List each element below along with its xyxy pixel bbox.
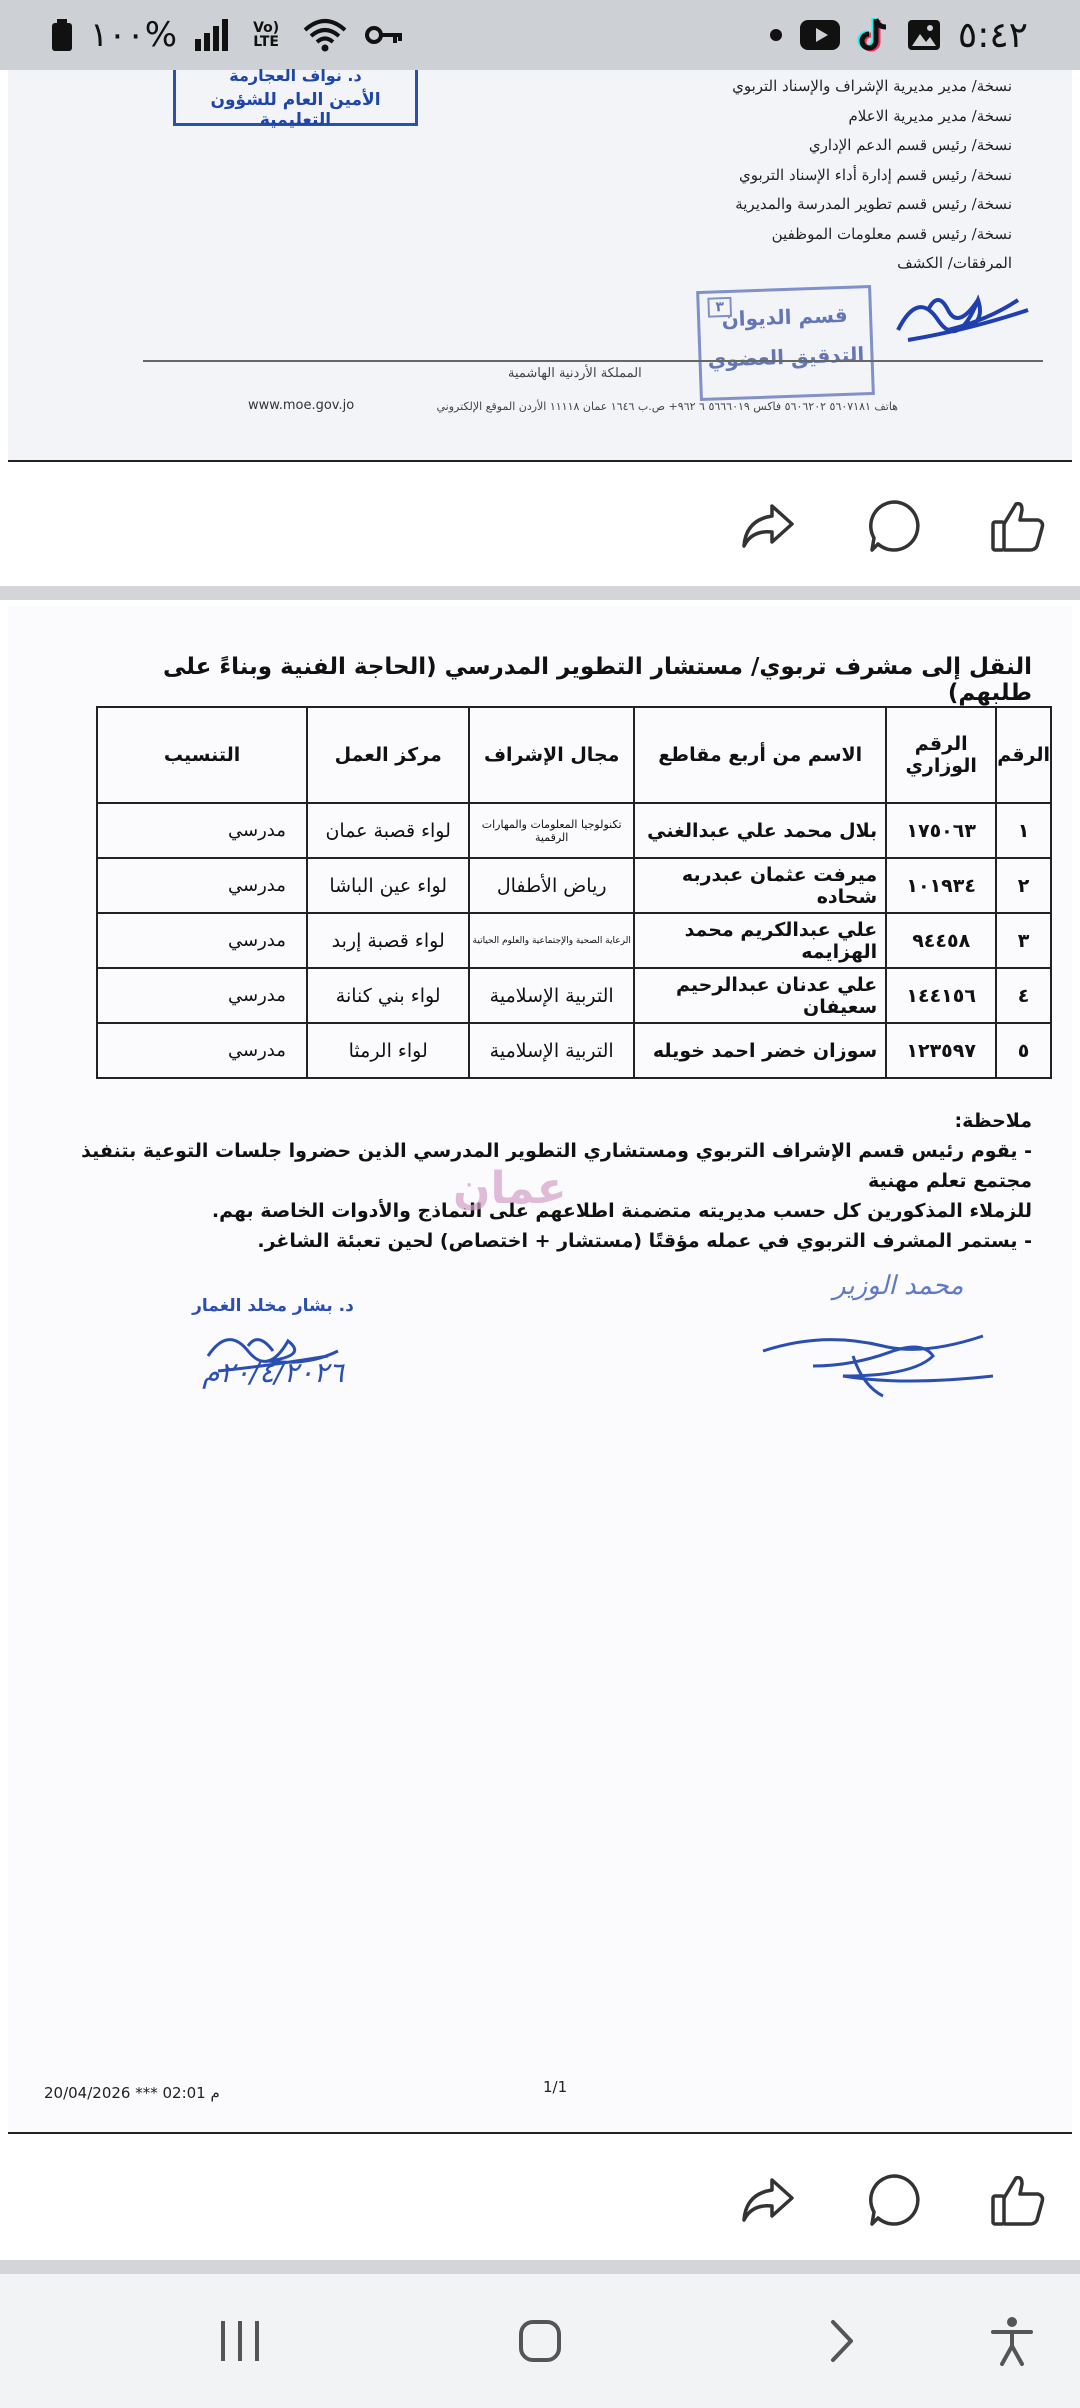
note-line: للزملاء المذكورين كل حسب مديريته متضمنة اطلاعهم على النماذج والأدوات الخاصة بهم. xyxy=(211,1200,1032,1222)
table-cell: تكنولوجيا المعلومات والمهارات الرقمية xyxy=(469,803,634,858)
table-cell: ٢ xyxy=(996,858,1051,913)
col-header: الرقم الوزاري xyxy=(886,707,996,803)
share-icon xyxy=(740,502,796,550)
accessibility-icon xyxy=(990,2316,1034,2366)
table-cell: ١٧٥٠٦٣ xyxy=(886,803,996,858)
volte-icon: Vo) LTE xyxy=(253,20,280,50)
col-header: الاسم من أربع مقاطع xyxy=(634,707,886,803)
home-button[interactable] xyxy=(510,2311,570,2371)
col-header: الرقم xyxy=(996,707,1051,803)
share-icon xyxy=(740,2176,796,2224)
signal-icon xyxy=(195,19,229,51)
table-cell: التربية الإسلامية xyxy=(469,968,634,1023)
table-cell: التربية الإسلامية xyxy=(469,1023,634,1078)
signature-right-text: محمد الوزير xyxy=(833,1271,964,1301)
cc-item: نسخة/ رئيس قسم معلومات الموظفين xyxy=(771,224,1012,243)
status-bar xyxy=(0,0,1080,70)
back-icon xyxy=(827,2318,857,2364)
table-cell: مدرسي xyxy=(97,1023,307,1078)
post-actions-2 xyxy=(0,2140,1080,2260)
table-cell: ٩٤٤٥٨ xyxy=(886,913,996,968)
stamp-secretary-general: د. نواف العجارمة الأمين العام للشؤون التعليمية xyxy=(173,70,418,126)
note-line: - يستمر المشرف التربوي في عمله مؤقتًا (مستشار + اختصاص) لحين تعبئة الشاغر. xyxy=(257,1230,1032,1252)
accessibility-button[interactable] xyxy=(982,2311,1042,2371)
document-title: النقل إلى مشرف تربوي/ مستشار التطوير المدرسي (الحاجة الفنية وبناءً على طلبهم) xyxy=(162,654,1032,706)
table-cell: لواء بني كنانة xyxy=(307,968,469,1023)
post-actions-1 xyxy=(0,466,1080,586)
table-row xyxy=(97,968,1051,1023)
comment-icon xyxy=(866,498,922,554)
table-cell: لواء الرمثا xyxy=(307,1023,469,1078)
footer-website: www.moe.gov.jo xyxy=(248,398,355,413)
back-button[interactable] xyxy=(812,2311,872,2371)
table-row xyxy=(97,858,1051,913)
table-cell: ٥ xyxy=(996,1023,1051,1078)
table-cell: ١٠١٩٣٤ xyxy=(886,858,996,913)
table-cell: علي عدنان عبدالرحيم سعيفان xyxy=(634,968,886,1023)
cc-item: نسخة/ مدير مديرية الإشراف والإسناد التربوي xyxy=(732,77,1012,95)
col-header: التنسيب xyxy=(97,707,307,803)
footer-kingdom: المملكة الأردنية الهاشمية xyxy=(508,366,642,381)
watermark: عمان xyxy=(453,1163,567,1214)
share-button[interactable] xyxy=(738,496,798,556)
table-cell: ٣ xyxy=(996,913,1051,968)
comment-icon xyxy=(866,2172,922,2228)
col-header: مجال الإشراف xyxy=(469,707,634,803)
notes-title: ملاحظة: xyxy=(954,1110,1032,1132)
table-cell: مدرسي xyxy=(97,803,307,858)
page-number: 1/1 xyxy=(543,2078,568,2096)
document-page-1 xyxy=(8,66,1072,462)
table-cell: مدرسي xyxy=(97,858,307,913)
youtube-icon xyxy=(800,20,840,50)
battery-level: ١٠٠% xyxy=(90,15,178,55)
table-row xyxy=(97,913,1051,968)
like-button[interactable] xyxy=(988,2170,1048,2230)
recents-button[interactable] xyxy=(210,2311,270,2371)
table-cell: مدرسي xyxy=(97,913,307,968)
table-cell: رياض الأطفال xyxy=(469,858,634,913)
cc-item: نسخة/ مدير مديرية الاعلام xyxy=(848,106,1012,125)
signature-date: ٢٠/٤/٢٠٢٦م xyxy=(202,1356,344,1389)
clock: ٥:٤٢ xyxy=(957,14,1028,56)
table-cell: مدرسي xyxy=(97,968,307,1023)
table-cell: لواء قصبة إربد xyxy=(307,913,469,968)
signature-left xyxy=(158,1296,388,1389)
post-divider xyxy=(0,586,1080,600)
footer-divider xyxy=(143,360,1043,362)
note-line: - يقوم رئيس قسم الإشراف التربوي ومستشاري التطوير المدرسي الذين حضروا جلسات التوعية بتنفيذ مجتمع تعلم مهنية xyxy=(81,1140,1032,1192)
gallery-icon xyxy=(908,20,940,50)
home-icon xyxy=(517,2318,563,2364)
table-cell: لواء قصبة عمان xyxy=(307,803,469,858)
cc-item: نسخة/ رئيس قسم إدارة أداء الإسناد التربوي xyxy=(738,165,1012,184)
table-cell: بلال محمد علي عبدالغني xyxy=(634,803,886,858)
cc-list xyxy=(592,72,1012,279)
navigation-bar xyxy=(0,2274,1080,2408)
cc-item: نسخة/ رئيس قسم الدعم الإداري xyxy=(808,136,1012,154)
dot-icon xyxy=(770,29,782,41)
recents-icon xyxy=(217,2319,263,2363)
battery-icon xyxy=(52,19,72,51)
table-row xyxy=(97,1023,1051,1078)
cc-item: نسخة/ رئيس قسم تطوير المدرسة والمديرية xyxy=(735,195,1012,213)
table-cell: ١ xyxy=(996,803,1051,858)
tiktok-icon xyxy=(858,17,890,53)
like-button[interactable] xyxy=(988,496,1048,556)
document-page-2 xyxy=(8,606,1072,2134)
signature-right xyxy=(743,1271,1013,1421)
table-cell: الرعاية الصحية والإجتماعية والعلوم الحياتية xyxy=(469,913,634,968)
vpn-key-icon xyxy=(365,24,403,46)
wifi-icon xyxy=(303,18,347,52)
table-cell: ١٢٣٥٩٧ xyxy=(886,1023,996,1078)
col-header: مركز العمل xyxy=(307,707,469,803)
stamp-diwan: ٣ قسم الديوان التدقيق العضوي xyxy=(696,285,875,401)
attachments: المرفقات/ الكشف xyxy=(897,254,1012,272)
post-divider xyxy=(0,2260,1080,2274)
like-icon xyxy=(990,2172,1046,2228)
table-cell: علي عبدالكريم محمد الهزايمه xyxy=(634,913,886,968)
table-cell: ميرفت عثمان عبدربه شحاده xyxy=(634,858,886,913)
table-header-row xyxy=(97,707,1051,803)
signature-top xyxy=(888,270,1038,364)
print-date: 20/04/2026 *** 02:01 م xyxy=(44,2084,220,2102)
table-cell: ١٤٤١٥٦ xyxy=(886,968,996,1023)
transfer-table xyxy=(96,706,1052,1079)
table-cell: ٤ xyxy=(996,968,1051,1023)
signatory-name: د. بشار مخلد الغمار xyxy=(192,1296,354,1316)
footer-contact: هاتف ٥٦٠٧١٨١ ٥٦٠٦٢٠٢ فاكس ٥٦٦٦٠١٩ ٦ ٩٦٢+ ص.ب ١٦٤٦ عمان ١١١١٨ الأردن الموقع الإلكتروني xyxy=(436,400,898,413)
comment-button[interactable] xyxy=(864,496,924,556)
share-button[interactable] xyxy=(738,2170,798,2230)
like-icon xyxy=(990,498,1046,554)
table-row xyxy=(97,803,1051,858)
table-cell: سوزان خضر احمد خويله xyxy=(634,1023,886,1078)
table-cell: لواء عين الباشا xyxy=(307,858,469,913)
comment-button[interactable] xyxy=(864,2170,924,2230)
